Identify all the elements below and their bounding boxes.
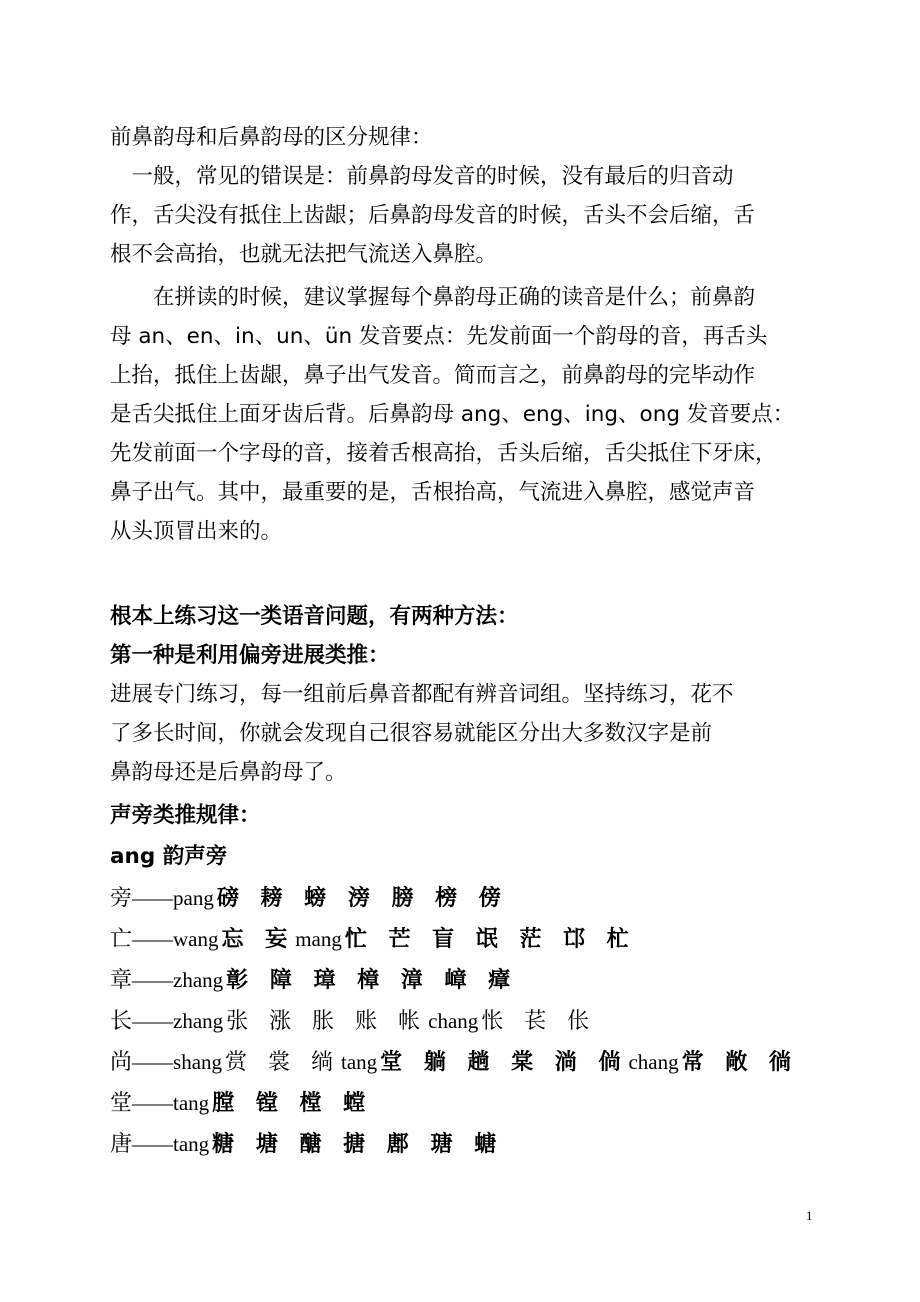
- radical: 长: [110, 1009, 133, 1034]
- radical: 旁: [110, 886, 133, 911]
- pinyin: mang: [295, 927, 342, 951]
- paragraph2-line-6: 鼻子出气。其中，最重要的是，舌根抬高，气流进入鼻腔，感觉声音: [110, 480, 756, 505]
- pinyin: shang: [173, 1050, 223, 1074]
- paragraph2-line-5: 先发前面一个字母的音，接着舌根高抬，舌头后缩，舌尖抵住下牙床，: [110, 441, 777, 466]
- radical-row: [110, 1006, 810, 1037]
- pinyin: wang: [173, 927, 219, 951]
- radical: 唐: [110, 1132, 133, 1157]
- method1-body-line-1: 进展专门练习，每一组前后鼻音都配有辨音词组。坚持练习，花不: [110, 682, 734, 707]
- character-group: 忘 妄: [221, 927, 295, 952]
- character-group: 堂 躺 趟 棠 淌 倘: [380, 1050, 628, 1075]
- paragraph1-line-3: 根不会高抬，也就无法把气流送入鼻腔。: [110, 242, 498, 267]
- method1-body-line-2: 了多长时间，你就会发现自己很容易就能区分出大多数汉字是前: [110, 721, 713, 746]
- dash: ——: [132, 1009, 173, 1033]
- character-group: 糖 塘 醣 搪 鄌 瑭 螗: [212, 1132, 504, 1157]
- character-group: 常 敞 徜: [681, 1050, 798, 1075]
- paragraph1-line-1: 一般，常见的错误是：前鼻韵母发音的时候，没有最后的归音动: [110, 164, 734, 189]
- page-number: 1: [806, 1208, 813, 1223]
- character-group: 膛 镗 樘 螳: [212, 1091, 373, 1116]
- radical-row: [110, 924, 810, 955]
- ang-heading: ang 韵声旁: [110, 844, 228, 869]
- radical-row: [110, 1047, 810, 1078]
- character-group: 怅 苌 伥: [481, 1009, 597, 1034]
- paragraph2-line-1: 在拼读的时候，建议掌握每个鼻韵母正确的读音是什么；前鼻韵: [110, 285, 756, 310]
- paragraph2-line-3: 上抬，抵住上齿龈，鼻子出气发音。简而言之，前鼻韵母的完毕动作: [110, 363, 756, 388]
- pinyin: zhang: [173, 968, 224, 992]
- methods-intro: 根本上练习这一类语音问题，有两种方法：: [110, 604, 519, 629]
- paragraph1-line-2: 作，舌尖没有抵住上齿龈；后鼻韵母发音的时候，舌头不会后缩，舌: [110, 203, 756, 228]
- pinyin: tang: [173, 1132, 210, 1156]
- pinyin: chang: [428, 1009, 479, 1033]
- character-group: 忙 芒 盲 氓 茫 邙 杧: [344, 927, 636, 952]
- radical-row: [110, 1129, 810, 1160]
- pinyin: tang: [341, 1050, 378, 1074]
- radical: 尚: [110, 1050, 133, 1075]
- paragraph2-line-4: 是舌尖抵住上面牙齿后背。后鼻韵母 ang、eng、ing、ong 发音要点：: [110, 402, 795, 427]
- method1-title: 第一种是利用偏旁进展类推：: [110, 643, 390, 668]
- radical-row: [110, 1088, 810, 1119]
- paragraph2-line-7: 从头顶冒出来的。: [110, 519, 283, 544]
- radical: 亡: [110, 927, 133, 952]
- dash: ——: [132, 968, 173, 992]
- dash: ——: [132, 886, 173, 910]
- character-group: 磅 耪 螃 滂 膀 榜 傍: [216, 886, 508, 911]
- dash: ——: [132, 1050, 173, 1074]
- pinyin: tang: [173, 1091, 210, 1115]
- radical: 章: [110, 968, 133, 993]
- radical: 堂: [110, 1091, 133, 1116]
- radical-row: [110, 883, 810, 914]
- rule-title: 声旁类推规律：: [110, 803, 261, 828]
- dash: ——: [132, 1132, 173, 1156]
- character-group: 彰 障 璋 樟 漳 嶂 瘴: [226, 968, 518, 993]
- method1-body-line-3: 鼻韵母还是后鼻韵母了。: [110, 760, 347, 785]
- paragraph2-line-2: 母 an、en、in、un、ün 发音要点：先发前面一个韵母的音，再舌头: [110, 324, 768, 349]
- pinyin: chang: [628, 1050, 679, 1074]
- dash: ——: [132, 1091, 173, 1115]
- dash: ——: [132, 927, 173, 951]
- character-group: 张 涨 胀 账 帐: [226, 1009, 428, 1034]
- pinyin: zhang: [173, 1009, 224, 1033]
- pinyin: pang: [173, 886, 214, 910]
- character-group: 赏 裳 绱: [225, 1050, 341, 1075]
- radical-row: [110, 965, 810, 996]
- document-title: 前鼻韵母和后鼻韵母的区分规律：: [110, 125, 433, 150]
